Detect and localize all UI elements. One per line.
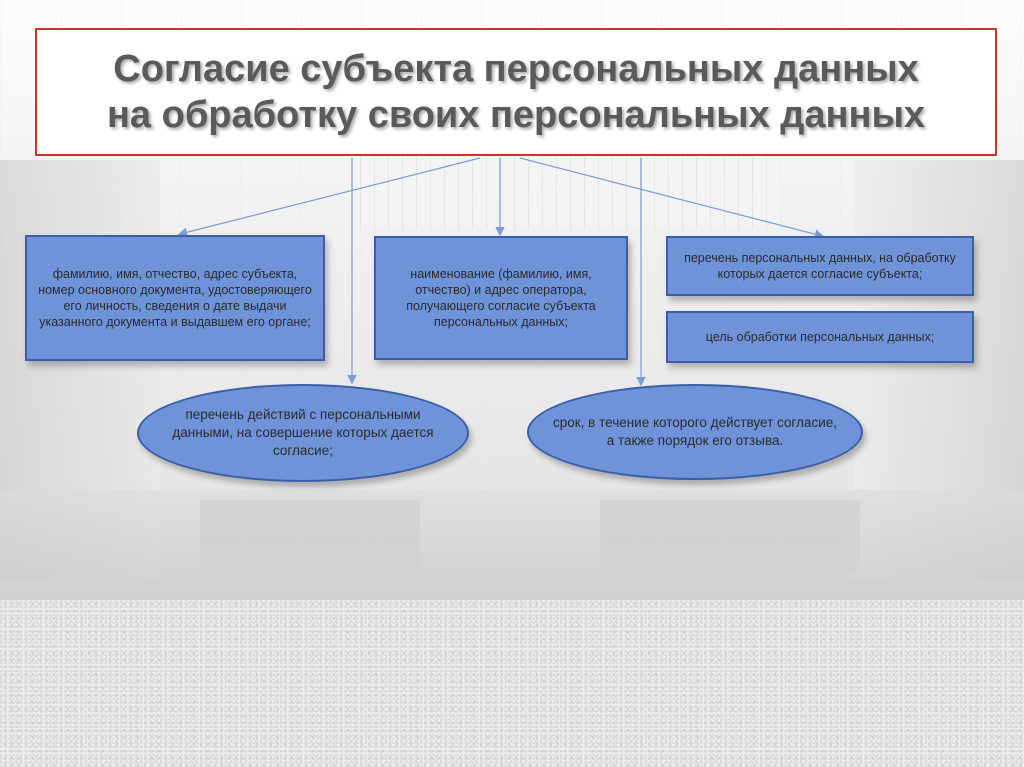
box-data-list-text: перечень персональных данных, на обработку которых дается согласие субъекта; <box>684 251 956 281</box>
box-purpose <box>666 311 974 363</box>
box-purpose-text: цель обработки персональных данных; <box>705 330 935 344</box>
box-operator-info <box>374 236 628 360</box>
oval-term-text: срок, в течение которого действует согласие, а также порядок его отзыва. <box>553 415 837 448</box>
box-subject-info <box>25 235 325 361</box>
oval-term <box>527 384 863 480</box>
arrow-to-data-list <box>520 158 822 236</box>
box-subject-info-text: фамилию, имя, отчество, адрес субъекта, номер основного документа, удостоверяющего его личность, сведения о дате выдачи указанного документа и выдавшем его органе; <box>38 267 312 329</box>
arrow-to-subject <box>180 158 480 234</box>
box-operator-info-text: наименование (фамилию, имя, отчество) и адрес оператора, получающего согласие субъекта персональных данных; <box>406 267 596 329</box>
box-data-list <box>666 236 974 296</box>
page-title: Согласие субъекта персональных данных на обработку своих персональных данных <box>106 48 926 136</box>
oval-actions <box>137 384 469 482</box>
oval-actions-text: перечень действий с персональными данными, на совершение которых дается согласие; <box>172 407 434 458</box>
